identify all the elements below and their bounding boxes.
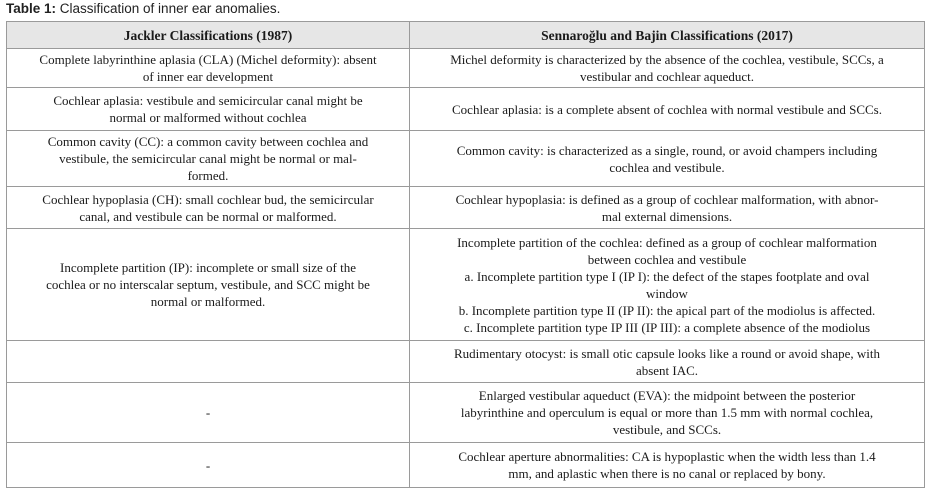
cell-text-line: Cochlear hypoplasia (CH): small cochlear bud, the semicircular xyxy=(42,191,374,207)
table-row xyxy=(7,88,925,131)
cell-text-line: Cochlear aplasia: is a complete absent of cochlea with normal vestibule and SCCs. xyxy=(452,101,882,117)
sennaroglu-cell xyxy=(410,49,925,88)
cell-text-line: - xyxy=(205,457,211,473)
jackler-cell xyxy=(7,88,410,131)
cell-text-line: Cochlear aplasia: vestibule and semicircular canal might be xyxy=(53,93,363,108)
cell-text-line: labyrinthine and operculum is equal or more than 1.5 mm with normal cochlea, xyxy=(460,405,874,420)
jackler-cell xyxy=(7,341,410,383)
cell-text-line: Incomplete partition (IP): incomplete or small size of the xyxy=(59,260,357,275)
cell-text-line: cochlea or no interscalar septum, vestibule, and SCC might be xyxy=(46,277,370,292)
header-sennaroglu: Sennaroğlu and Bajin Classifications (2017) xyxy=(410,22,925,49)
cell-text-line: cochlea and vestibule. xyxy=(609,159,725,175)
jackler-cell xyxy=(7,187,410,229)
cell-text-line: between cochlea and vestibule xyxy=(587,251,747,267)
sennaroglu-cell xyxy=(410,187,925,229)
sennaroglu-cell xyxy=(410,443,925,488)
caption-text: Classification of inner ear anomalies. xyxy=(56,1,281,16)
jackler-cell xyxy=(7,229,410,341)
cell-text-line: mm, and aplastic when there is no canal or replaced by bony. xyxy=(508,466,826,481)
cell-text-line: Michel deformity is characterized by the absence of the cochlea, vestibule, SCCs, a xyxy=(450,52,884,67)
cell-text-line: mal external dimensions. xyxy=(601,208,733,224)
sennaroglu-cell xyxy=(410,88,925,131)
cell-text-line: vestibular and cochlear aqueduct. xyxy=(580,69,754,84)
cell-text-line: b. Incomplete partition type II (IP II): the apical part of the modiolus is affected. xyxy=(458,302,876,318)
caption-label: Table 1: xyxy=(6,1,57,16)
sennaroglu-cell xyxy=(410,229,925,341)
cell-text-line: Cochlear hypoplasia: is defined as a group of cochlear malformation, with abnor- xyxy=(455,191,879,207)
cell-text-line: canal, and vestibule can be normal or malformed. xyxy=(79,208,337,224)
jackler-cell xyxy=(7,443,410,488)
table-row xyxy=(7,341,925,383)
sennaroglu-cell xyxy=(410,131,925,187)
cell-text-line: Cochlear aperture abnormalities: CA is hypoplastic when the width less than 1.4 xyxy=(458,449,876,464)
table-caption xyxy=(6,0,280,18)
cell-text-line: vestibule, and SCCs. xyxy=(612,422,722,437)
table-row xyxy=(7,187,925,229)
cell-text-line: window xyxy=(646,285,688,301)
cell-text-line: vestibule, the semicircular canal might be normal or mal- xyxy=(59,151,357,166)
cell-text-line: Incomplete partition of the cochlea: defined as a group of cochlear malformation xyxy=(457,234,877,250)
cell-text-line: - xyxy=(205,405,211,420)
table-row xyxy=(7,131,925,187)
cell-text-line: of inner ear development xyxy=(142,69,274,84)
cell-text-line: absent IAC. xyxy=(635,362,699,378)
header-jackler: Jackler Classifications (1987) xyxy=(7,22,410,49)
table-row xyxy=(7,229,925,341)
cell-text-line: Common cavity (CC): a common cavity between cochlea and xyxy=(47,134,369,149)
cell-text-line: Rudimentary otocyst: is small otic capsule looks like a round or avoid shape, with xyxy=(453,345,881,361)
jackler-cell xyxy=(7,49,410,88)
cell-text-line: normal or malformed. xyxy=(150,294,266,309)
cell-text-line: c. Incomplete partition type IP III (IP III): a complete absence of the modiolus xyxy=(463,319,871,335)
table-header-row xyxy=(7,22,925,49)
cell-text-line: Enlarged vestibular aqueduct (EVA): the midpoint between the posterior xyxy=(478,388,856,403)
sennaroglu-cell xyxy=(410,341,925,383)
cell-text-line: Complete labyrinthine aplasia (CLA) (Michel deformity): absent xyxy=(39,52,377,67)
table-row xyxy=(7,383,925,443)
cell-text-line: a. Incomplete partition type I (IP I): the defect of the stapes footplate and oval xyxy=(464,268,870,284)
cell-text-line: Common cavity: is characterized as a single, round, or avoid champers including xyxy=(456,142,878,158)
jackler-cell xyxy=(7,383,410,443)
table-row xyxy=(7,49,925,88)
table-row xyxy=(7,443,925,488)
sennaroglu-cell xyxy=(410,383,925,443)
jackler-cell xyxy=(7,131,410,187)
cell-text-line: normal or malformed without cochlea xyxy=(109,110,307,125)
classification-table xyxy=(6,21,925,488)
cell-text-line: formed. xyxy=(187,168,229,183)
